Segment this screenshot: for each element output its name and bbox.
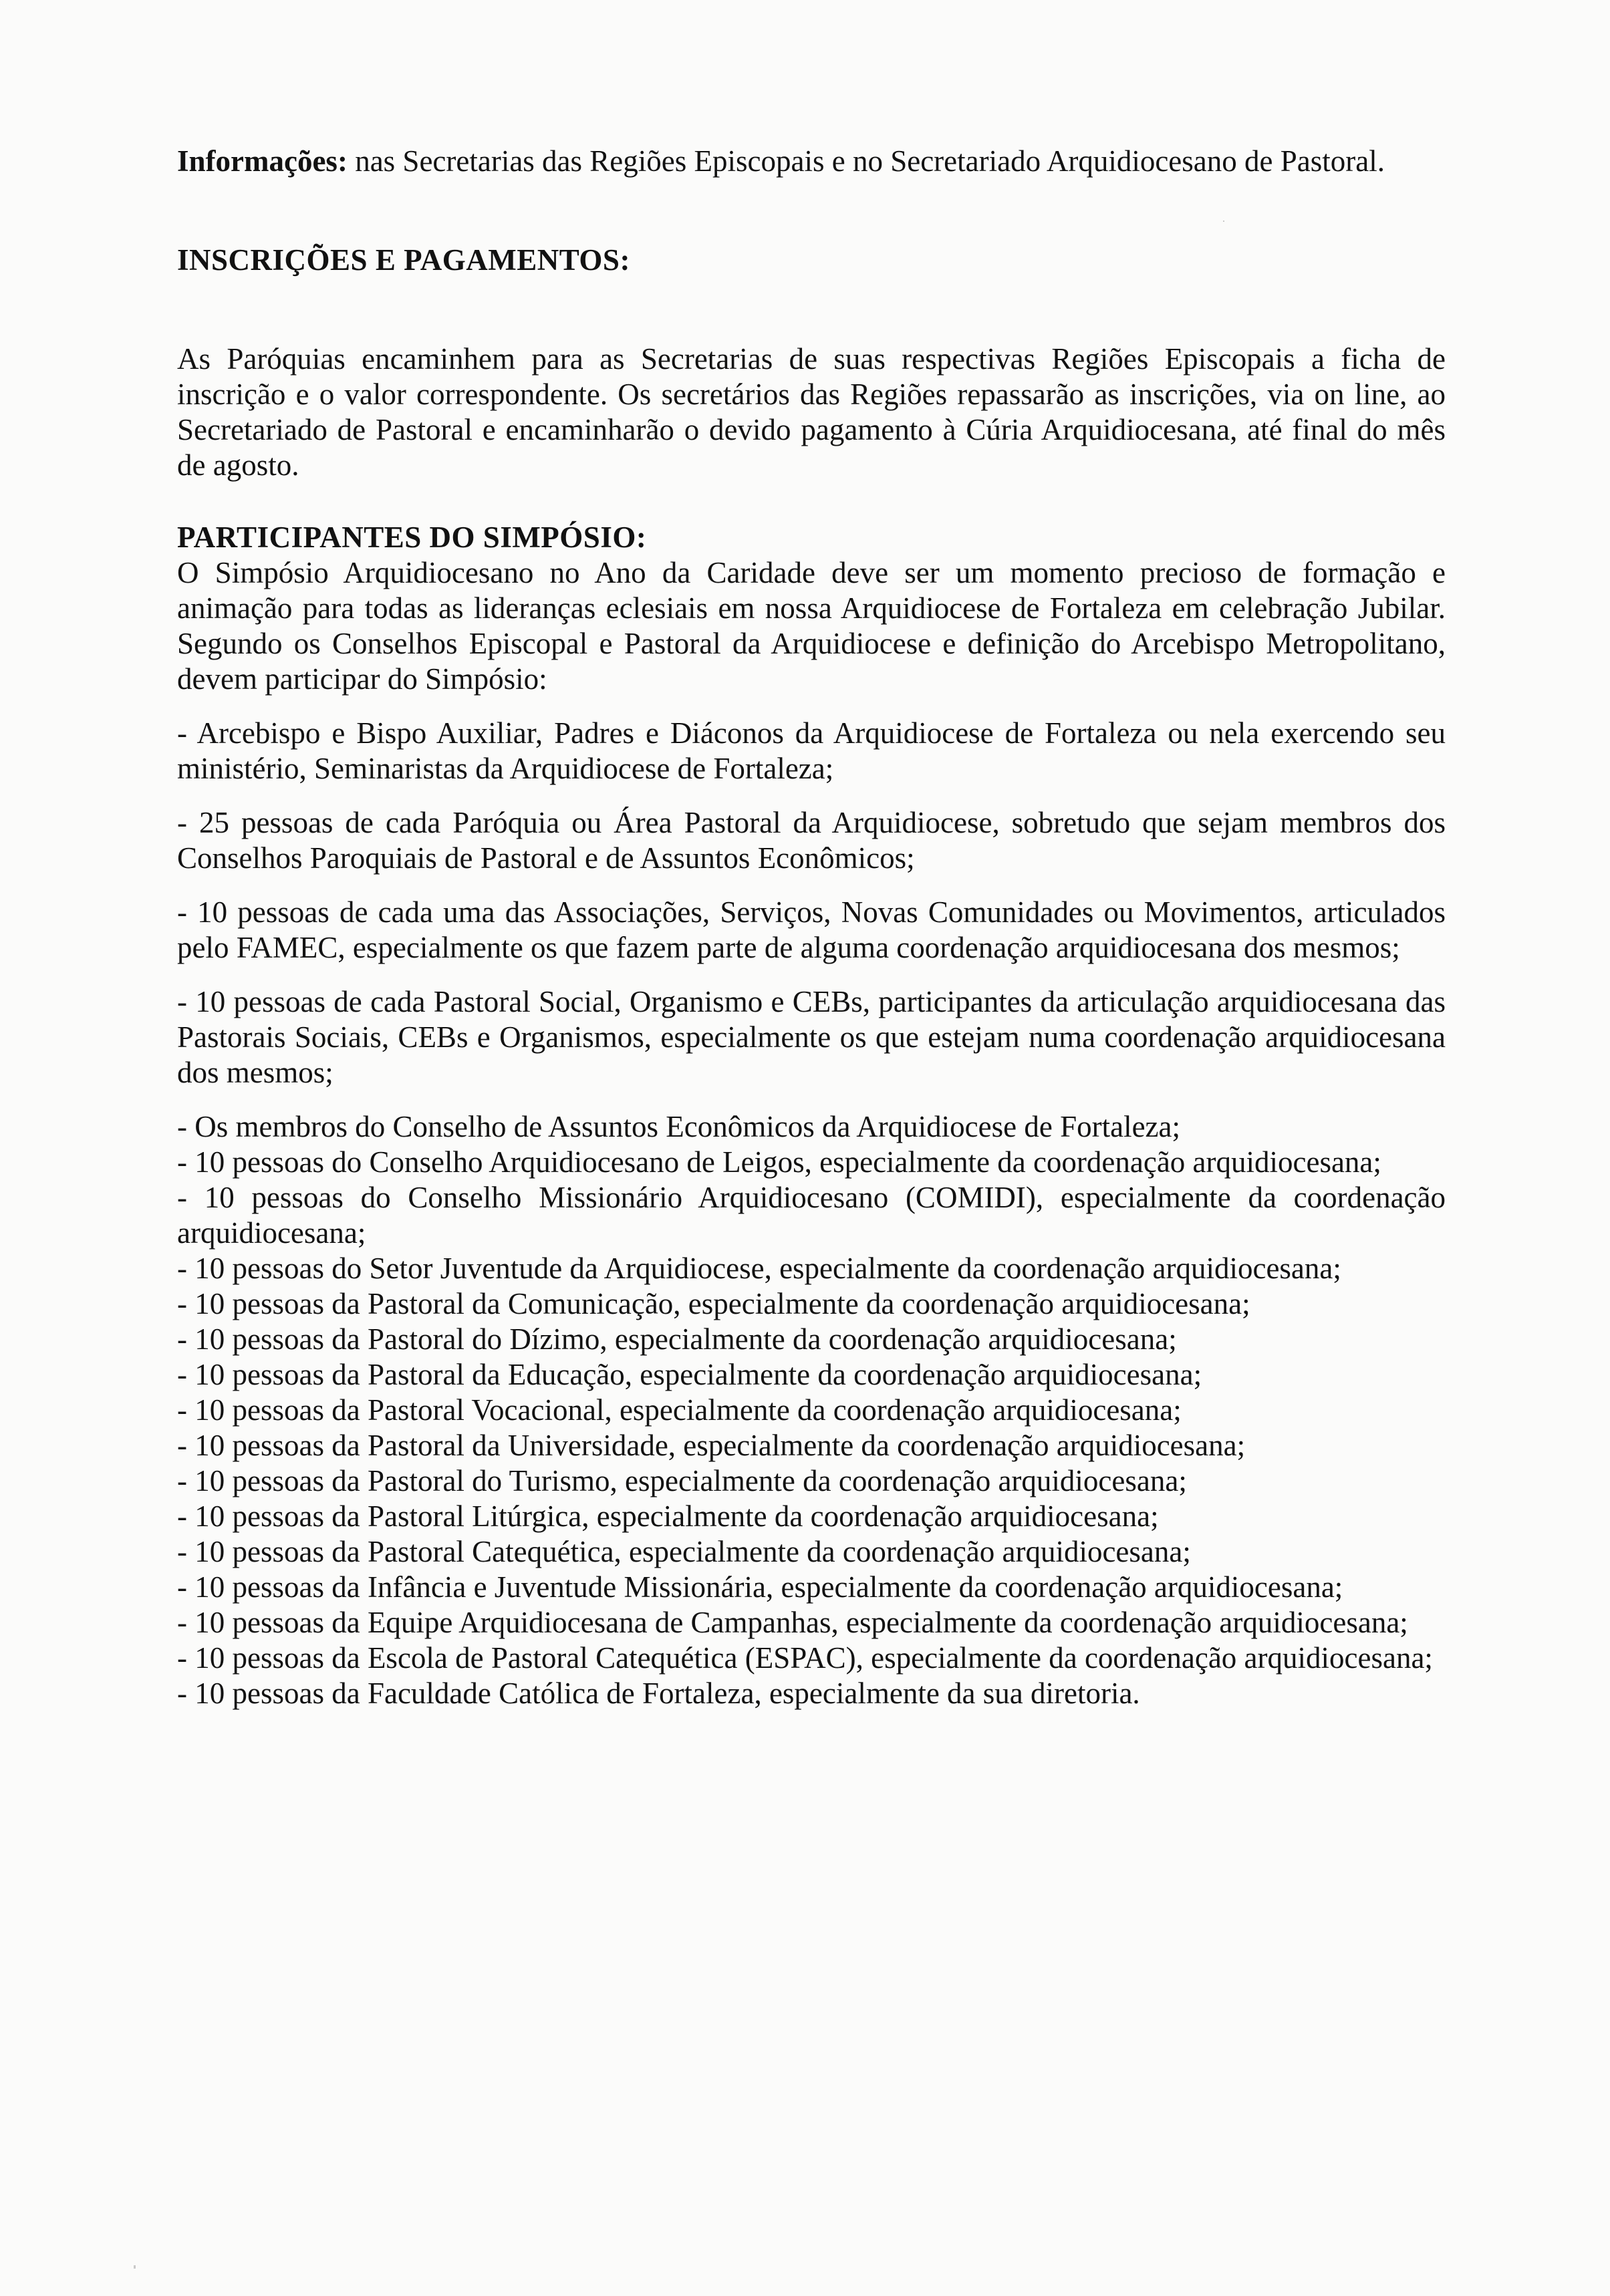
participant-item: - 10 pessoas da Pastoral Catequética, especialmente da coordenação arquidiocesana; — [177, 1535, 1191, 1568]
scan-speck — [1223, 221, 1224, 222]
participant-item: - 10 pessoas do Conselho Missionário Arquidiocesano (COMIDI), especialmente da coordenação arquidiocesana; — [177, 1181, 1446, 1250]
participant-item: - 10 pessoas da Equipe Arquidiocesana de Campanhas, especialmente da coordenação arquidiocesana; — [177, 1606, 1408, 1639]
participant-item: - Os membros do Conselho de Assuntos Econômicos da Arquidiocese de Fortaleza; — [177, 1110, 1180, 1143]
participant-item: - 10 pessoas da Pastoral da Educação, especialmente da coordenação arquidiocesana; — [177, 1358, 1202, 1391]
inscricoes-heading: INSCRIÇÕES E PAGAMENTOS: — [177, 243, 630, 277]
document-page — [177, 144, 1446, 1711]
participant-item: - 10 pessoas da Pastoral da Comunicação, especialmente da coordenação arquidiocesana; — [177, 1287, 1250, 1320]
participant-item: - 10 pessoas do Conselho Arquidiocesano de Leigos, especialmente da coordenação arquidiocesana; — [177, 1145, 1381, 1179]
participant-item: - 10 pessoas da Pastoral da Universidade, especialmente da coordenação arquidiocesana; — [177, 1429, 1246, 1462]
participant-item: - 10 pessoas de cada uma das Associações, Serviços, Novas Comunidades ou Movimentos, articulados pelo FAMEC, especialmente os que fazem parte de alguma coordenação arquidiocesana dos mesmos; — [177, 895, 1446, 964]
participant-item: - 10 pessoas da Pastoral Vocacional, especialmente da coordenação arquidiocesana; — [177, 1393, 1182, 1427]
scan-speck — [134, 2265, 136, 2269]
participantes-intro: O Simpósio Arquidiocesano no Ano da Caridade deve ser um momento precioso de formação e animação para todas as lideranças eclesiais em nossa Arquidiocese de Fortaleza em celebração Jubilar. Segundo os Conselhos Episcopal e Pastoral da Arquidiocese e definição do Arcebispo Metropolitano, devem participar do Simpósio: — [177, 556, 1446, 696]
participant-item: - 10 pessoas da Faculdade Católica de Fortaleza, especialmente da sua diretoria. — [177, 1677, 1140, 1710]
inscricoes-paragraph: As Paróquias encaminhem para as Secretarias de suas respectivas Regiões Episcopais a ficha de inscrição e o valor correspondente. Os secretários das Regiões repassarão as inscrições, via on line, ao Secretariado de Pastoral e encaminharão o devido pagamento à Cúria Arquidiocesana, até final do mês de agosto. — [177, 342, 1446, 482]
participant-item: - 10 pessoas da Pastoral Litúrgica, especialmente da coordenação arquidiocesana; — [177, 1499, 1159, 1533]
participant-item: - 25 pessoas de cada Paróquia ou Área Pastoral da Arquidiocese, sobretudo que sejam membros dos Conselhos Paroquiais de Pastoral e de Assuntos Econômicos; — [177, 806, 1446, 875]
informacoes-text: nas Secretarias das Regiões Episcopais e no Secretariado Arquidiocesano de Pastoral. — [347, 144, 1385, 178]
participant-item: - 10 pessoas da Pastoral do Turismo, especialmente da coordenação arquidiocesana; — [177, 1464, 1187, 1497]
informacoes-label: Informações: — [177, 144, 348, 178]
informacoes-paragraph — [177, 144, 1446, 179]
participant-item: - 10 pessoas da Escola de Pastoral Catequética (ESPAC), especialmente da coordenação arquidiocesana; — [177, 1641, 1433, 1675]
participant-item: - 10 pessoas da Infância e Juventude Missionária, especialmente da coordenação arquidiocesana; — [177, 1570, 1343, 1604]
participant-item: - 10 pessoas do Setor Juventude da Arquidiocese, especialmente da coordenação arquidiocesana; — [177, 1252, 1341, 1285]
participant-item: - Arcebispo e Bispo Auxiliar, Padres e Diáconos da Arquidiocese de Fortaleza ou nela exercendo seu ministério, Seminaristas da Arquidiocese de Fortaleza; — [177, 716, 1446, 785]
participantes-heading: PARTICIPANTES DO SIMPÓSIO: — [177, 521, 647, 554]
participant-item: - 10 pessoas da Pastoral do Dízimo, especialmente da coordenação arquidiocesana; — [177, 1322, 1177, 1356]
participant-item: - 10 pessoas de cada Pastoral Social, Organismo e CEBs, participantes da articulação arquidiocesana das Pastorais Sociais, CEBs e Organismos, especialmente os que estejam numa coordenação arquidiocesana dos mesmos; — [177, 985, 1446, 1089]
